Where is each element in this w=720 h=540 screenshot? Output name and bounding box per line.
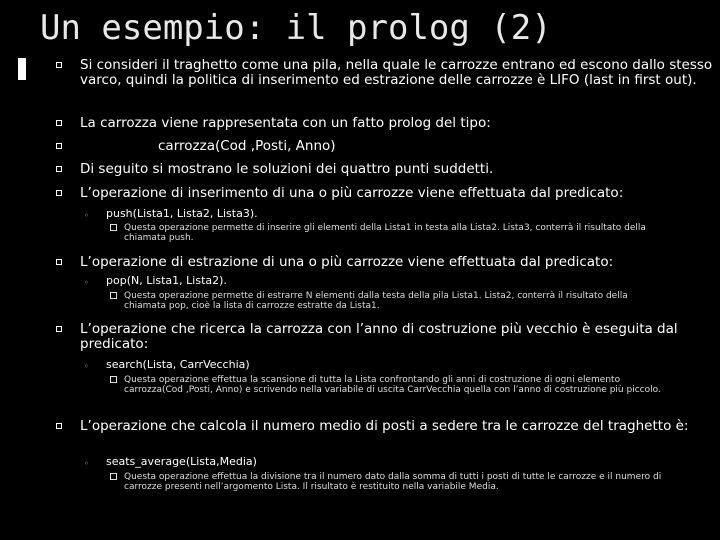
square-bullet-icon xyxy=(56,326,62,332)
bullet-text: Di seguito si mostrano le soluzioni dei quattro punti suddetti. xyxy=(80,161,494,177)
predicate-text: seats_average(Lista,Media) xyxy=(106,455,257,468)
square-bullet-icon xyxy=(56,143,62,149)
diamond-bullet-icon: ◦ xyxy=(84,459,89,468)
square-bullet-icon xyxy=(56,190,62,196)
description-text: Questa operazione permette di inserire gli elementi della Lista1 in testa alla Lista2. Lista3, conterrà il risultato della chiamata push. xyxy=(124,223,646,243)
checkbox-bullet-icon xyxy=(110,292,117,299)
diamond-bullet-icon: ◦ xyxy=(84,362,89,371)
square-bullet-icon xyxy=(56,62,62,68)
square-bullet-icon xyxy=(56,120,62,126)
predicate-text: push(Lista1, Lista2, Lista3). xyxy=(106,207,258,220)
description-text: Questa operazione permette di estrarre N elementi dalla testa della pila Lista1. Lista2, conterrà il risultato della chiamata pop, cioè la lista di carrozze estratte da Lista1. xyxy=(124,291,628,311)
square-bullet-icon xyxy=(56,259,62,265)
description-text: Questa operazione effettua la divisione tra il numero dato dalla somma di tutti i posti di tutte le carrozze e il numero di carrozze presenti nell’argomento Lista. Il risultato è restituito nella variabile Media. xyxy=(124,472,662,492)
diamond-bullet-icon: ◦ xyxy=(84,278,89,287)
checkbox-bullet-icon xyxy=(110,376,117,383)
bullet-text: L’operazione di inserimento di una o più carrozze viene effettuata dal predicato: xyxy=(80,185,624,201)
bullet-text: L’operazione che calcola il numero medio di posti a sedere tra le carrozze del traghetto è: xyxy=(80,418,689,434)
description-text: Questa operazione effettua la scansione di tutta la Lista confrontando gli anni di costruzione di ogni elemento carrozza(Cod ,Posti, Anno) e scrivendo nella variabile di uscita CarrVecchia quella con l’anno di costruzione più piccolo. xyxy=(124,375,661,395)
bullet-text: L’operazione che ricerca la carrozza con l’anno di costruzione più vecchio è eseguita dal predicato: xyxy=(80,321,678,352)
checkbox-bullet-icon xyxy=(110,224,117,231)
bullet-text: carrozza(Cod ,Posti, Anno) xyxy=(158,138,336,154)
square-bullet-icon xyxy=(56,166,62,172)
bullet-text: Si consideri il traghetto come una pila, nella quale le carrozze entrano ed escono dallo stesso varco, quindi la politica di inserimento ed estrazione delle carrozze è LIFO (last in first out). xyxy=(80,57,713,88)
checkbox-bullet-icon xyxy=(110,473,117,480)
bullet-text: La carrozza viene rappresentata con un fatto prolog del tipo: xyxy=(80,115,491,131)
slide-title: Un esempio: il prolog (2) xyxy=(40,8,552,48)
square-bullet-icon xyxy=(56,423,62,429)
predicate-text: search(Lista, CarrVecchia) xyxy=(106,358,250,371)
bullet-text: L’operazione di estrazione di una o più carrozze viene effettuata dal predicato: xyxy=(80,254,614,270)
predicate-text: pop(N, Lista1, Lista2). xyxy=(106,274,227,287)
diamond-bullet-icon: ◦ xyxy=(84,211,89,220)
